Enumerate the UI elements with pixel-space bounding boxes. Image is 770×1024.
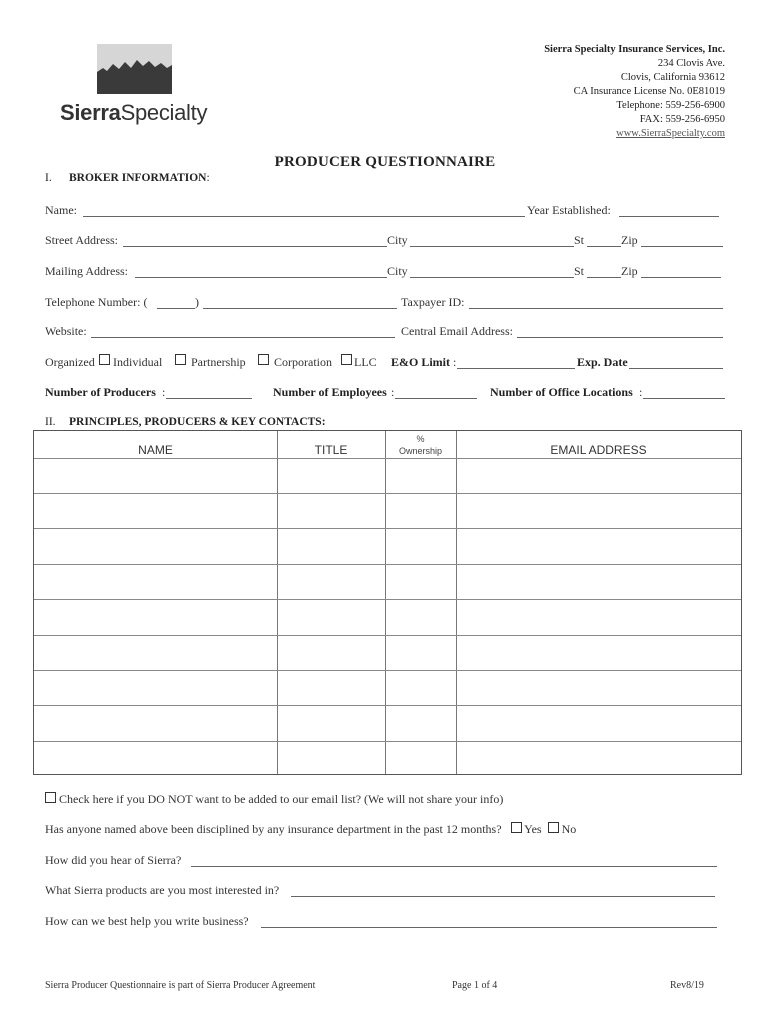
- help-label: How can we best help you write business?: [45, 914, 249, 928]
- yes-label: Yes: [524, 822, 542, 836]
- section-title: PRINCIPLES, PRODUCERS & KEY CONTACTS:: [69, 416, 326, 428]
- zip-label: Zip: [621, 233, 638, 247]
- help-field[interactable]: [261, 927, 717, 928]
- company-city: Clovis, California 93612: [620, 72, 725, 83]
- exp-date-label: Exp. Date: [577, 355, 628, 369]
- central-email-field[interactable]: [517, 337, 723, 338]
- disciplined-row: [45, 822, 576, 837]
- company-website-link[interactable]: www.SierraSpecialty.com: [616, 128, 725, 139]
- products-row: [45, 883, 720, 898]
- mailing-city-field[interactable]: [410, 277, 574, 278]
- revision: Rev8/19: [670, 980, 704, 991]
- exp-date-field[interactable]: [629, 368, 723, 369]
- name-row: [45, 203, 725, 219]
- table-row[interactable]: [34, 493, 741, 494]
- llc-checkbox[interactable]: [341, 354, 352, 365]
- company-telephone: Telephone: 559-256-6900: [616, 100, 725, 111]
- mailing-address-label: Mailing Address:: [45, 264, 128, 278]
- taxpayer-id-field[interactable]: [469, 308, 723, 309]
- partnership-label: Partnership: [191, 355, 246, 369]
- num-offices-label: Number of Office Locations: [490, 385, 633, 399]
- no-label: No: [561, 822, 577, 836]
- mailing-zip-label: Zip: [621, 264, 638, 278]
- zip-field[interactable]: [641, 246, 723, 247]
- table-row[interactable]: [34, 635, 741, 636]
- no-checkbox[interactable]: [548, 822, 559, 833]
- hear-label: How did you hear of Sierra?: [45, 853, 182, 867]
- table-row[interactable]: [34, 564, 741, 565]
- email-opt-out-row: [45, 792, 503, 807]
- company-address-block: [544, 43, 725, 141]
- mailing-address-field[interactable]: [135, 277, 387, 278]
- name-label: Name:: [45, 203, 77, 217]
- table-row[interactable]: [34, 705, 741, 706]
- website-field[interactable]: [91, 337, 395, 338]
- table-row[interactable]: [34, 670, 741, 671]
- footer-note: Sierra Producer Questionnaire is part of Sierra Producer Agreement: [45, 980, 316, 991]
- header-email: EMAIL ADDRESS: [550, 443, 647, 457]
- contacts-table: [33, 430, 742, 775]
- organized-label: Organized: [45, 355, 95, 369]
- area-code-field[interactable]: [157, 308, 195, 309]
- company-street: 234 Clovis Ave.: [657, 58, 725, 69]
- logo-mountain-graphic: [97, 44, 172, 94]
- mailing-city-label: City: [387, 264, 408, 278]
- individual-label: Individual: [113, 355, 163, 369]
- year-established-field[interactable]: [619, 216, 719, 217]
- section-heading-principles: [45, 416, 326, 428]
- telephone-row: Telephone Number: ( ) Taxpayer ID:: [45, 295, 725, 311]
- section-title: BROKER INFORMATION: [69, 172, 207, 184]
- section-number: I.: [45, 172, 52, 184]
- company-fax: FAX: 559-256-6950: [639, 114, 725, 125]
- company-name: Sierra Specialty Insurance Services, Inc.: [544, 44, 725, 55]
- products-label: What Sierra products are you most interested in?: [45, 883, 280, 897]
- hear-row: [45, 853, 720, 868]
- logo-light-text: Specialty: [120, 100, 208, 125]
- city-field[interactable]: [410, 246, 574, 247]
- street-address-label: Street Address:: [45, 233, 118, 247]
- website-row: [45, 324, 725, 340]
- num-employees-label: Number of Employees: [273, 385, 387, 399]
- llc-label: LLC: [354, 355, 377, 369]
- logo-bold-text: Sierra: [60, 100, 121, 125]
- central-email-label: Central Email Address:: [401, 324, 513, 338]
- street-address-field[interactable]: [123, 246, 387, 247]
- yes-checkbox[interactable]: [511, 822, 522, 833]
- corporation-label: Corporation: [274, 355, 332, 369]
- individual-checkbox[interactable]: [99, 354, 110, 365]
- year-established-label: Year Established:: [527, 203, 611, 217]
- state-field[interactable]: [587, 246, 621, 247]
- counts-row: Number of Producers : Number of Employees : Number of Office Locations :: [45, 385, 725, 401]
- table-row[interactable]: [34, 458, 741, 459]
- eo-limit-field[interactable]: [457, 368, 575, 369]
- header-title: TITLE: [314, 443, 348, 457]
- table-row[interactable]: [34, 528, 741, 529]
- mailing-state-field[interactable]: [587, 277, 621, 278]
- page-title: PRODUCER QUESTIONNAIRE: [274, 154, 496, 170]
- eo-limit-label: E&O Limit: [391, 355, 450, 369]
- email-opt-out-checkbox[interactable]: [45, 792, 56, 803]
- num-employees-field[interactable]: [395, 398, 477, 399]
- table-row[interactable]: [34, 599, 741, 600]
- street-address-row: [45, 233, 725, 249]
- partnership-checkbox[interactable]: [175, 354, 186, 365]
- header-ownership: % Ownership: [398, 434, 443, 456]
- telephone-label: Telephone Number: (: [45, 295, 148, 309]
- organized-row: Organized Individual Partnership Corporation LLC E&O Limit : Exp. Date: [45, 355, 725, 371]
- company-license: CA Insurance License No. 0E81019: [573, 86, 725, 97]
- products-field[interactable]: [291, 896, 715, 897]
- hear-field[interactable]: [191, 866, 717, 867]
- mailing-address-row: [45, 264, 725, 280]
- num-producers-label: Number of Producers: [45, 385, 156, 399]
- mailing-zip-field[interactable]: [641, 277, 721, 278]
- mountain-icon: [97, 44, 172, 94]
- help-row: [45, 914, 720, 929]
- corporation-checkbox[interactable]: [258, 354, 269, 365]
- table-row[interactable]: [34, 741, 741, 742]
- email-opt-out-label: Check here if you DO NOT want to be added to our email list? (We will not share your info): [59, 792, 504, 806]
- section-number: II.: [45, 416, 56, 428]
- header-name: NAME: [138, 443, 173, 457]
- taxpayer-id-label: Taxpayer ID:: [401, 295, 465, 309]
- logo-wordmark: [60, 100, 207, 126]
- num-offices-field[interactable]: [643, 398, 725, 399]
- num-producers-field[interactable]: [166, 398, 252, 399]
- section-heading-broker-information: I. BROKER INFORMATION:: [45, 172, 210, 184]
- page-number: Page 1 of 4: [452, 980, 498, 991]
- city-label: City: [387, 233, 408, 247]
- state-label: St: [574, 233, 585, 247]
- telephone-field[interactable]: [203, 308, 397, 309]
- name-field[interactable]: [83, 216, 525, 217]
- website-label: Website:: [45, 324, 87, 338]
- disciplined-label: Has anyone named above been disciplined by any insurance department in the past 12 months?: [45, 822, 502, 836]
- mailing-state-label: St: [574, 264, 585, 278]
